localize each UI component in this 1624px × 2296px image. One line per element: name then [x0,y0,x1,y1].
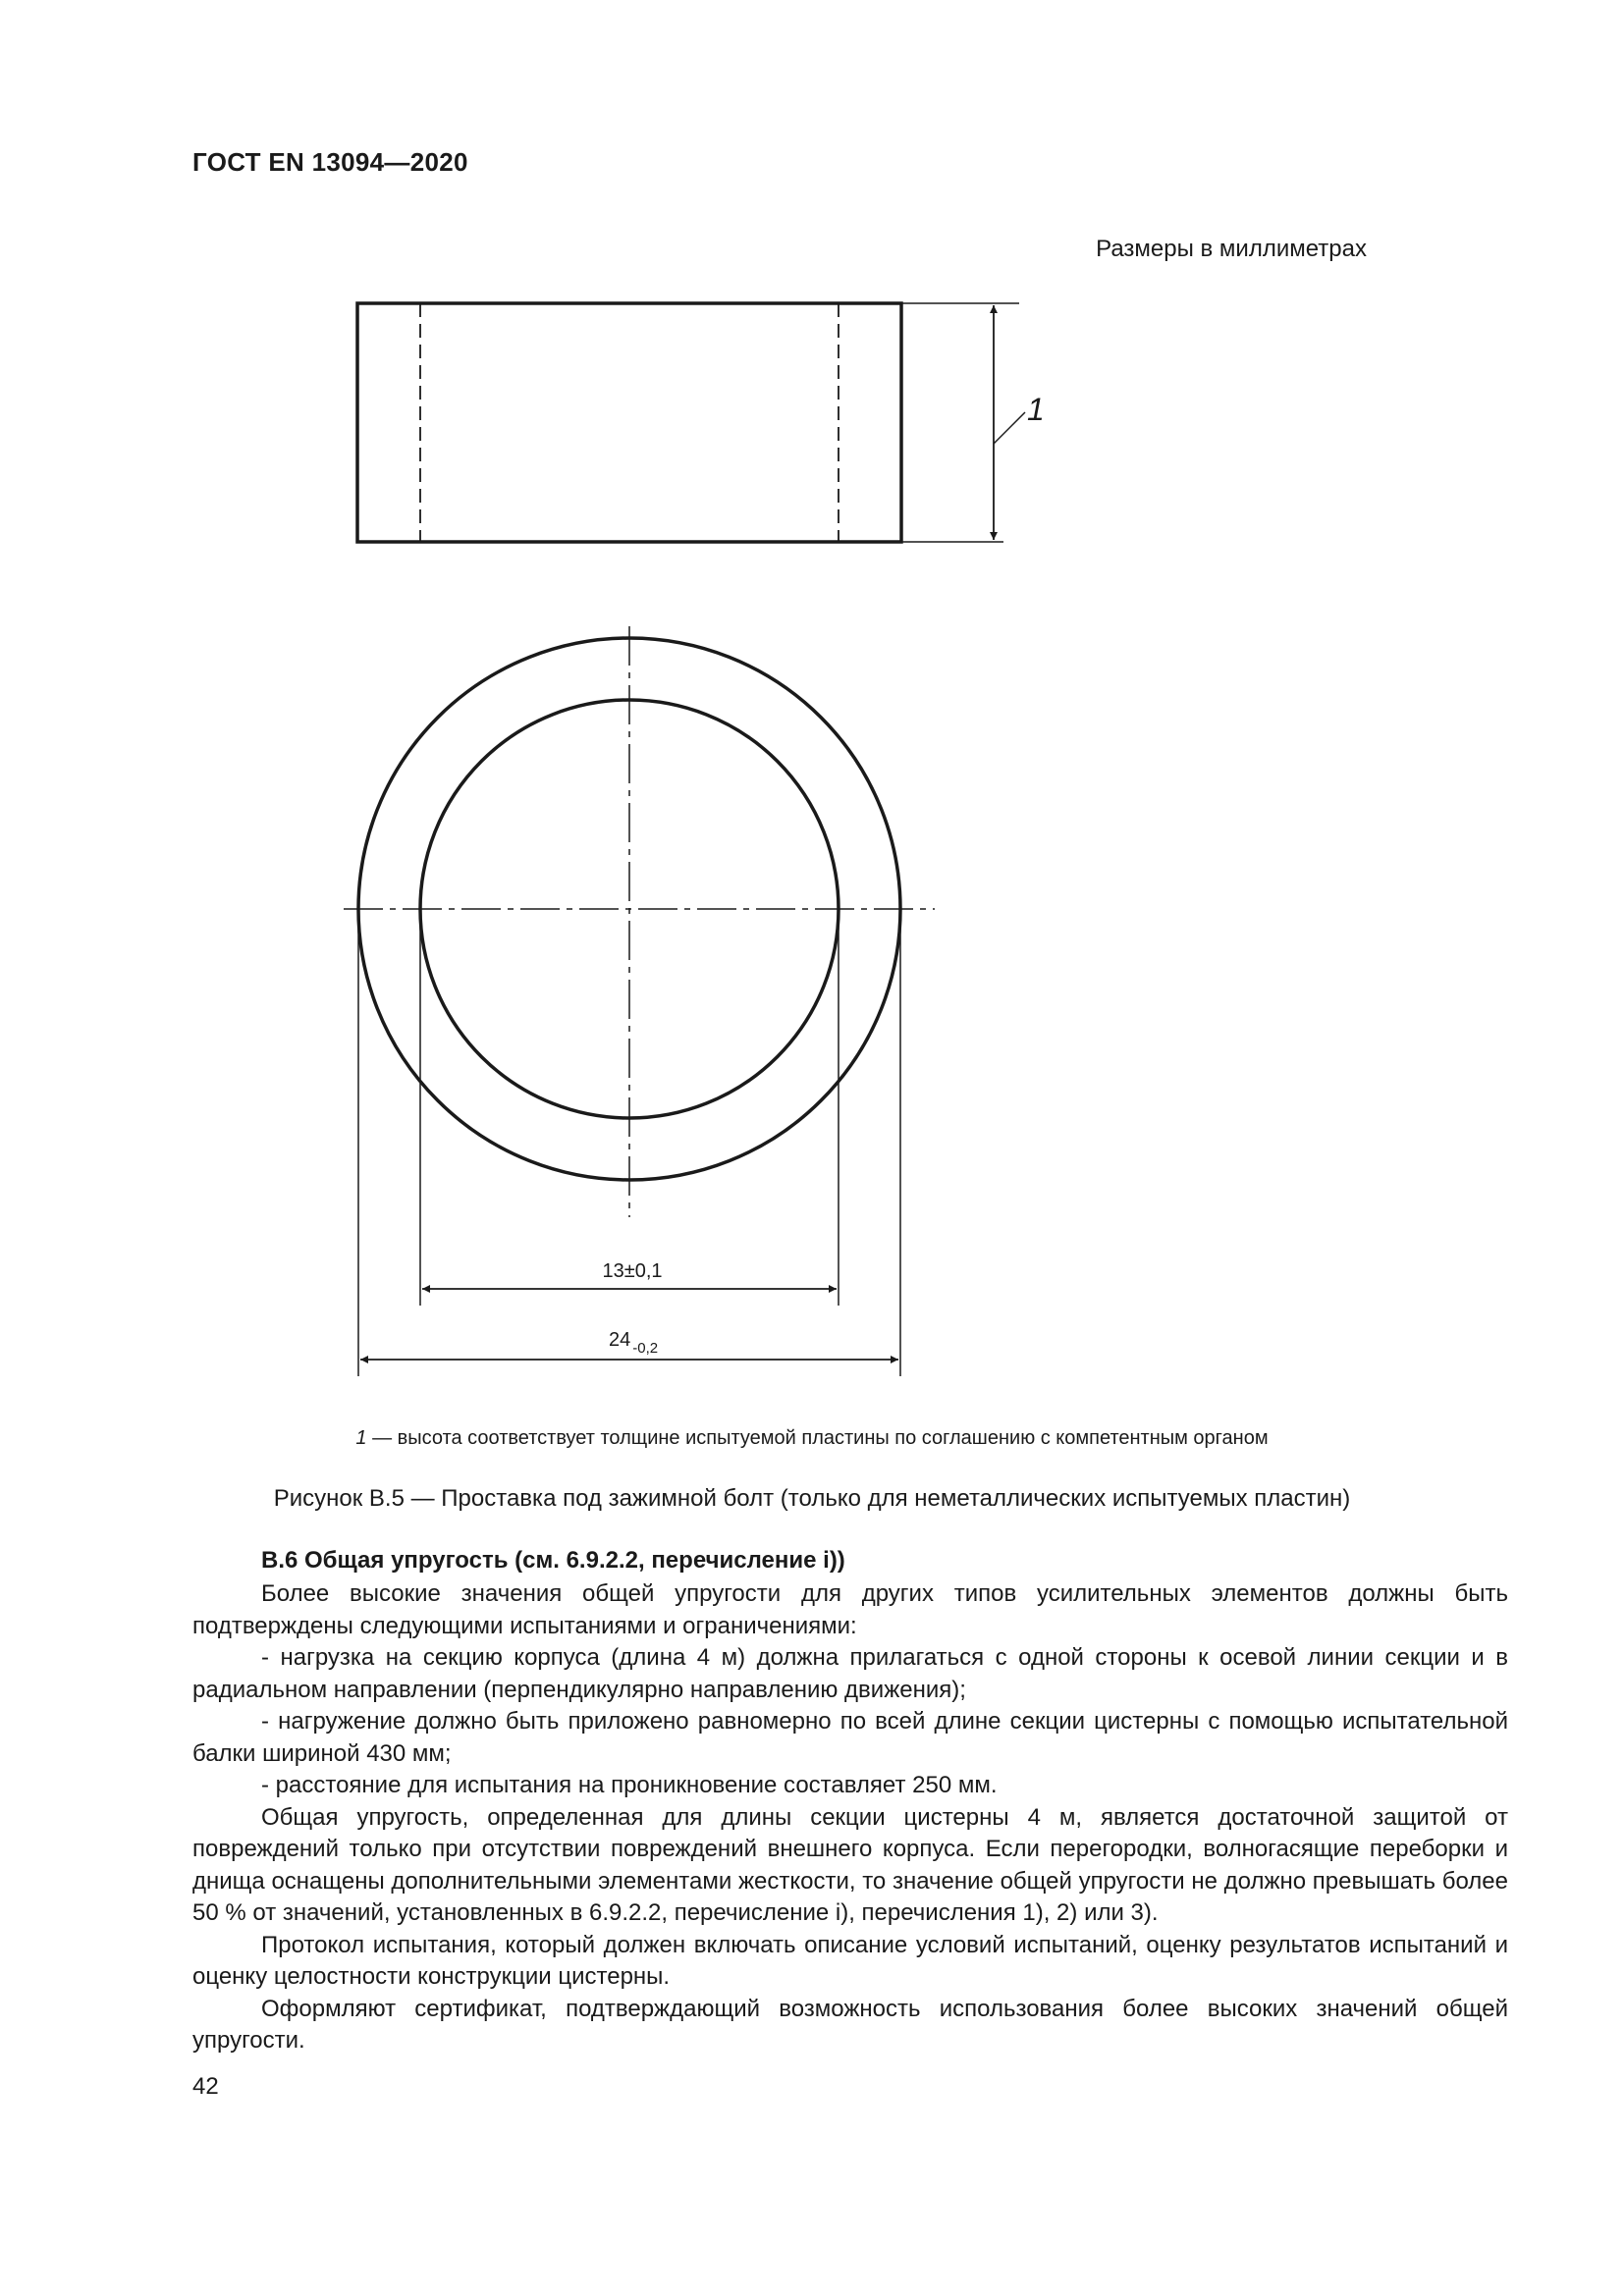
figure-legend [0,1427,1624,1450]
document-header: ГОСТ EN 13094—2020 [192,147,468,177]
list-item: - расстояние для испытания на проникновение составляет 250 мм. [261,1772,998,1798]
section-title: В.6 Общая упругость (см. 6.9.2.2, перечисление i)) [261,1547,845,1574]
legend-text: — высота соответствует толщине испытуемой пластины по соглашению с компетентным органом [366,1427,1269,1449]
list-item: - нагружение должно быть приложено равномерно по всей длине секции цистерны с помощью испытательной балки шириной 430 мм; [192,1708,1508,1767]
list-item: - нагрузка на секцию корпуса (длина 4 м) должна прилагаться с одной стороны к осевой линии секции и в радиальном направлении (перпендикулярно направлению движения); [192,1644,1508,1703]
figure-caption: Рисунок В.5 — Проставка под зажимной болт (только для неметаллических испытуемых пластин) [273,1485,1351,1512]
outer-diameter-tolerance: -0,2 [632,1340,659,1357]
callout-leader [994,412,1025,444]
units-note: Размеры в миллиметрах [1096,236,1367,262]
paragraph: Более высокие значения общей упругости для других типов усилительных элементов должны быть подтверждены следующими испытаниями и ограничениями: [192,1580,1508,1639]
section-body [192,1578,1508,2057]
inner-diameter-label: 13±0,1 [602,1260,663,1282]
outer-diameter-value: 24 [609,1329,631,1351]
legend-number: 1 [355,1427,367,1449]
paragraph: Оформляют сертификат, подтверждающий возможность использования более высоких значений общей упругости. [192,1995,1508,2054]
paragraph: Протокол испытания, который должен включать описание условий испытаний, оценку результатов испытаний и оценку целостности конструкции цистерны. [192,1931,1508,1990]
side-view [357,303,1025,542]
page-number: 42 [192,2073,219,2100]
spacer-side-outline [357,303,901,542]
outer-diameter-label [609,1329,658,1357]
callout-label: 1 [1027,392,1045,427]
paragraph: Общая упругость, определенная для длины секции цистерны 4 м, является достаточной защитой от повреждений только при отсутствии повреждений внешнего корпуса. Если перегородки, волногасящие переборки и днища оснащены дополнительными элементами жесткости, то значение общей упругости не должно превышать более 50 % от значений, установленных в 6.9.2.2, перечисление i), перечисления 1), 2) или 3). [192,1803,1508,1926]
